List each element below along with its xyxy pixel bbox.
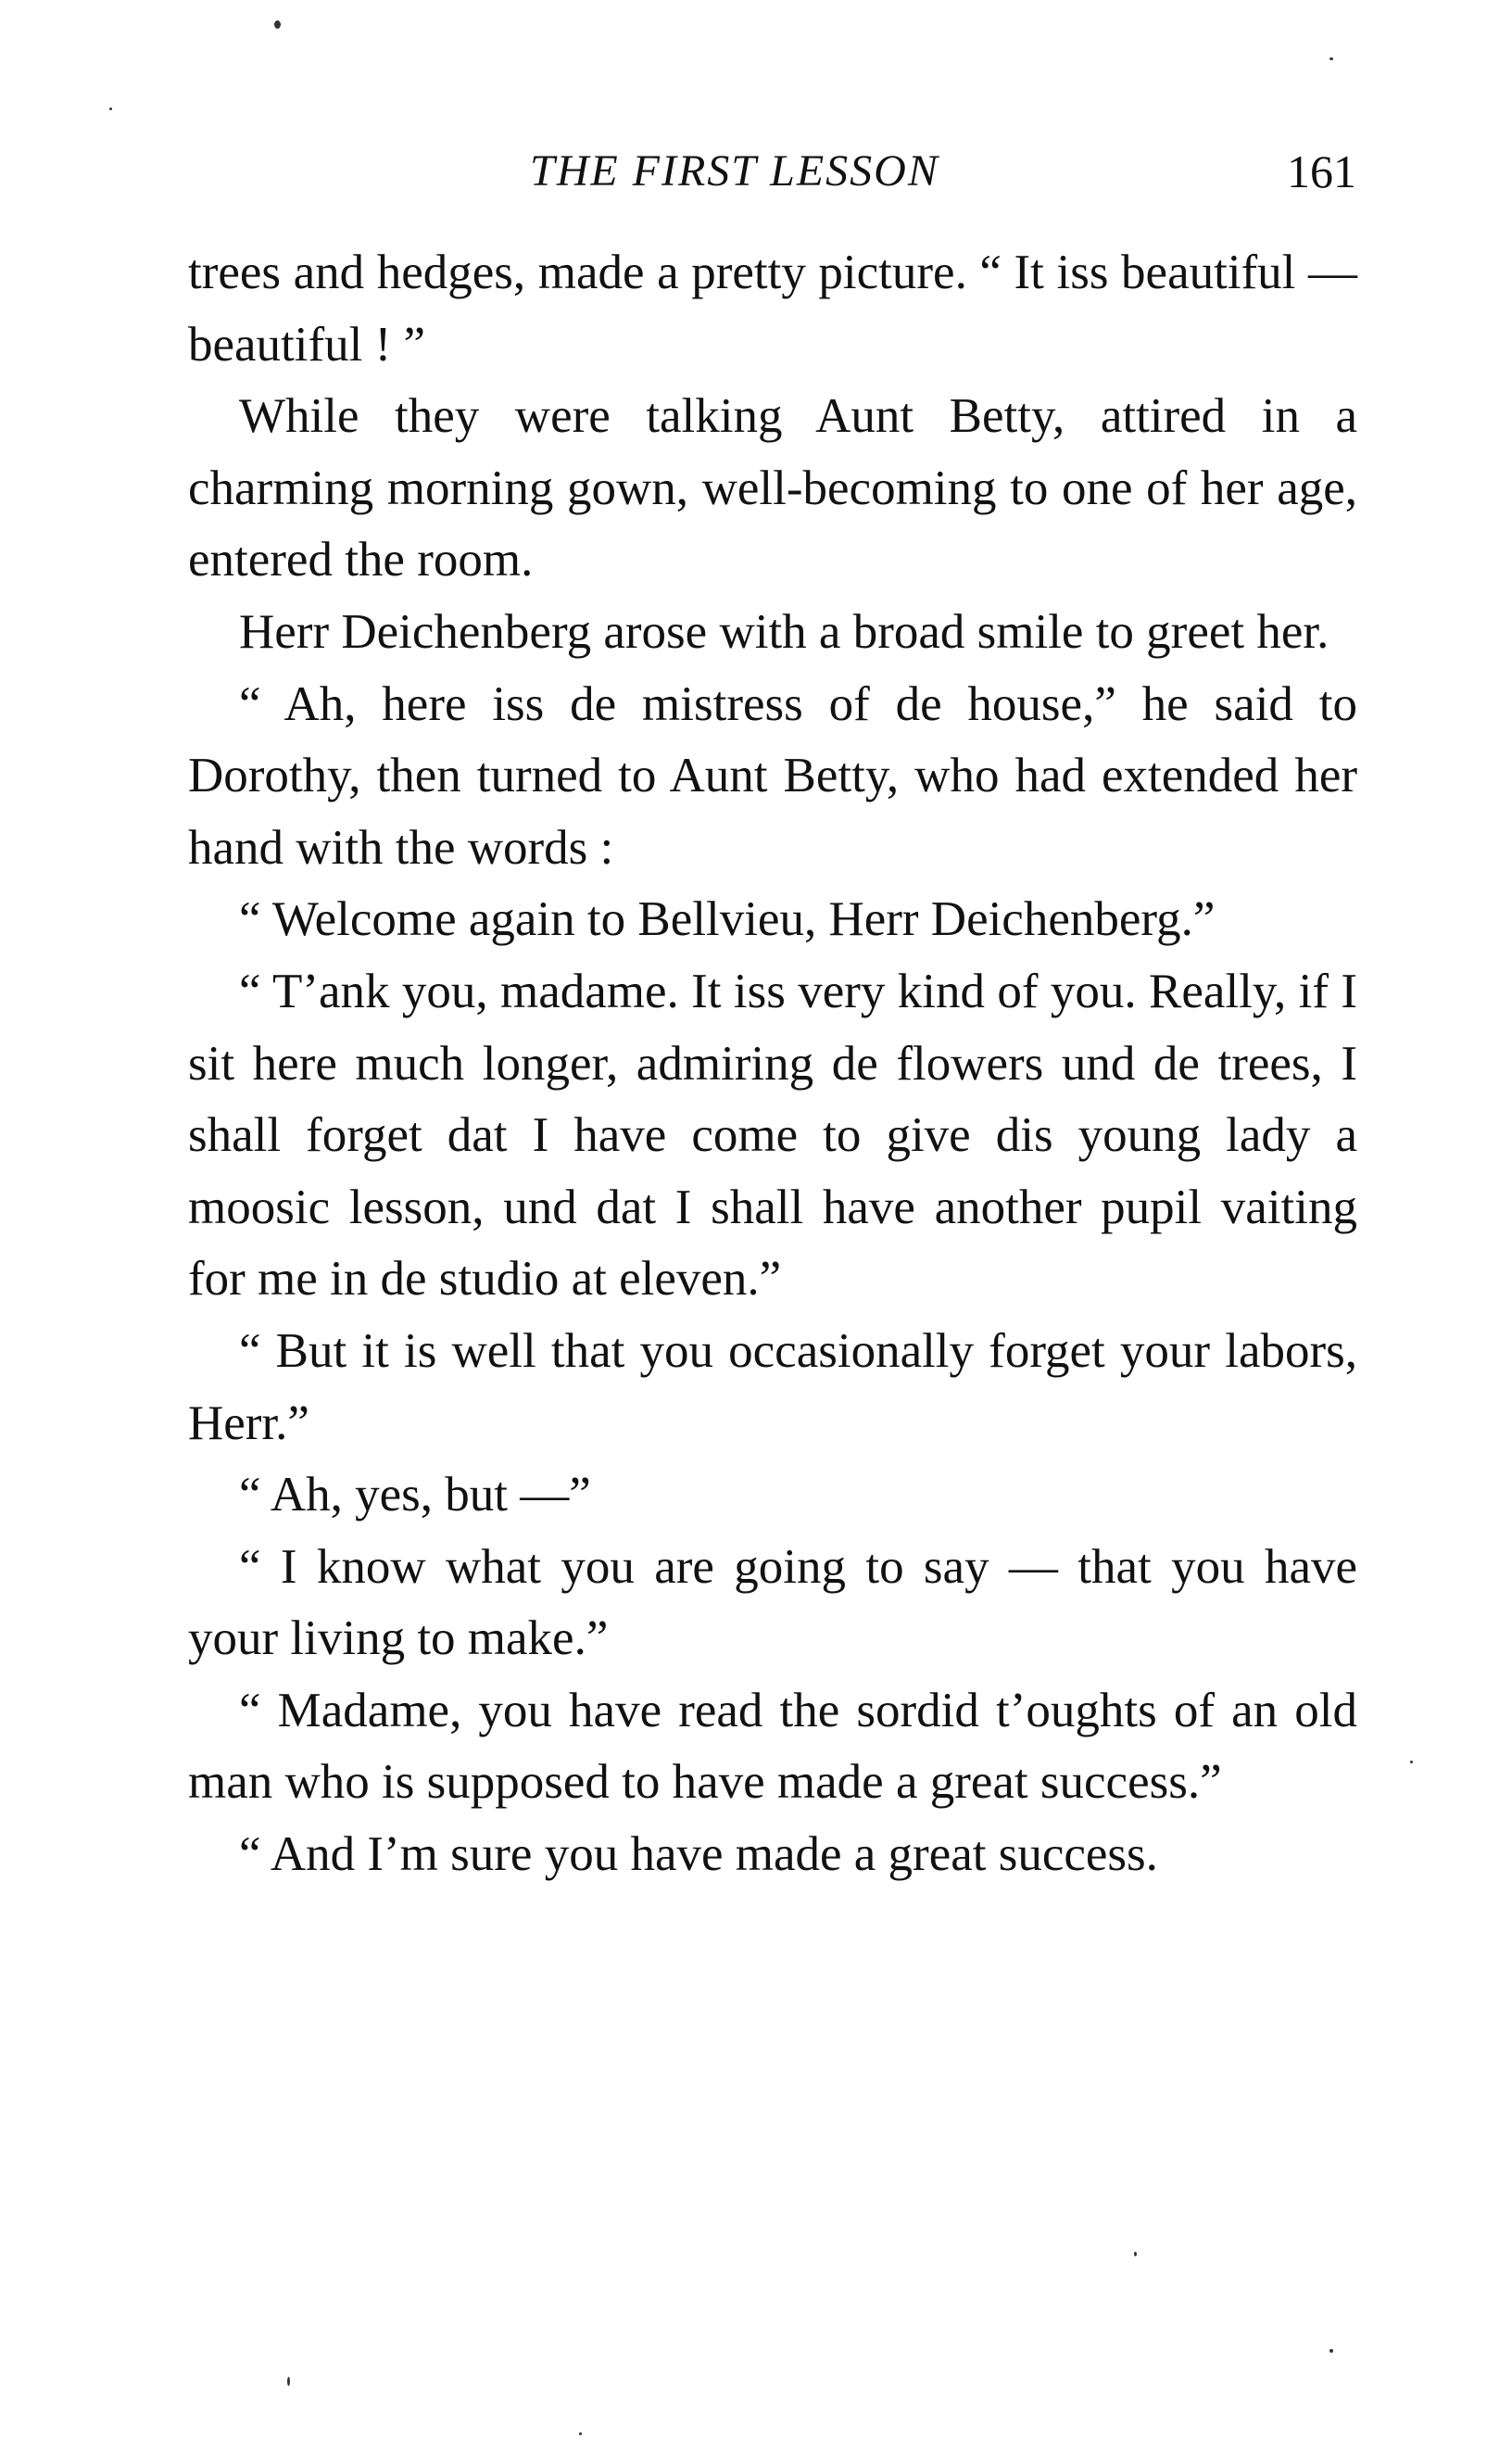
paragraph: “ Welcome again to Bellvieu, Herr Deichenberg.”: [239, 892, 1216, 947]
scan-speck: [109, 107, 112, 110]
paragraph: While they were talking Aunt Betty, attired in a charming morning gown, well-becoming to one of her age, entered the room.: [188, 389, 1357, 587]
paragraph: “ T’ank you, madame. It iss very kind of you. Really, if I sit here much longer, admiring de flowers und de trees, I shall forget dat I have come to give dis young lady a moosic lesson, und dat I shall have another pupil vaiting for me in de studio at eleven.”: [188, 964, 1357, 1307]
body-text: [188, 237, 1357, 1891]
page-number: 161: [1287, 145, 1356, 197]
paragraph: “ I know what you are going to say — that you have your living to make.”: [188, 1539, 1357, 1666]
scan-speck: [1329, 2349, 1333, 2353]
paragraph: “ Ah, here iss de mistress of de house,” he said to Dorothy, then turned to Aunt Betty, who had extended her hand with the words :: [188, 676, 1357, 875]
running-head: [0, 139, 1512, 204]
paragraph: “ And I’m sure you have made a great success.: [239, 1827, 1158, 1882]
scan-speck: [274, 20, 281, 29]
paragraph: trees and hedges, made a pretty picture. “ It iss beautiful — beautiful ! ”: [188, 246, 1357, 372]
running-title: THE FIRST LESSON: [530, 146, 939, 196]
paragraph: “ Ah, yes, but —”: [239, 1468, 591, 1522]
paragraph: Herr Deichenberg arose with a broad smile to greet her.: [239, 604, 1329, 659]
scan-speck: [1410, 1761, 1413, 1763]
paragraph: “ Madame, you have read the sordid t’oughts of an old man who is supposed to have made a great success.”: [188, 1683, 1357, 1810]
paragraph: “ But it is well that you occasionally forget your labors, Herr.”: [188, 1323, 1357, 1450]
scan-speck: [287, 2377, 290, 2386]
scan-speck: [579, 2432, 582, 2435]
scan-speck: [1329, 57, 1333, 60]
scan-speck: [1134, 2252, 1137, 2256]
